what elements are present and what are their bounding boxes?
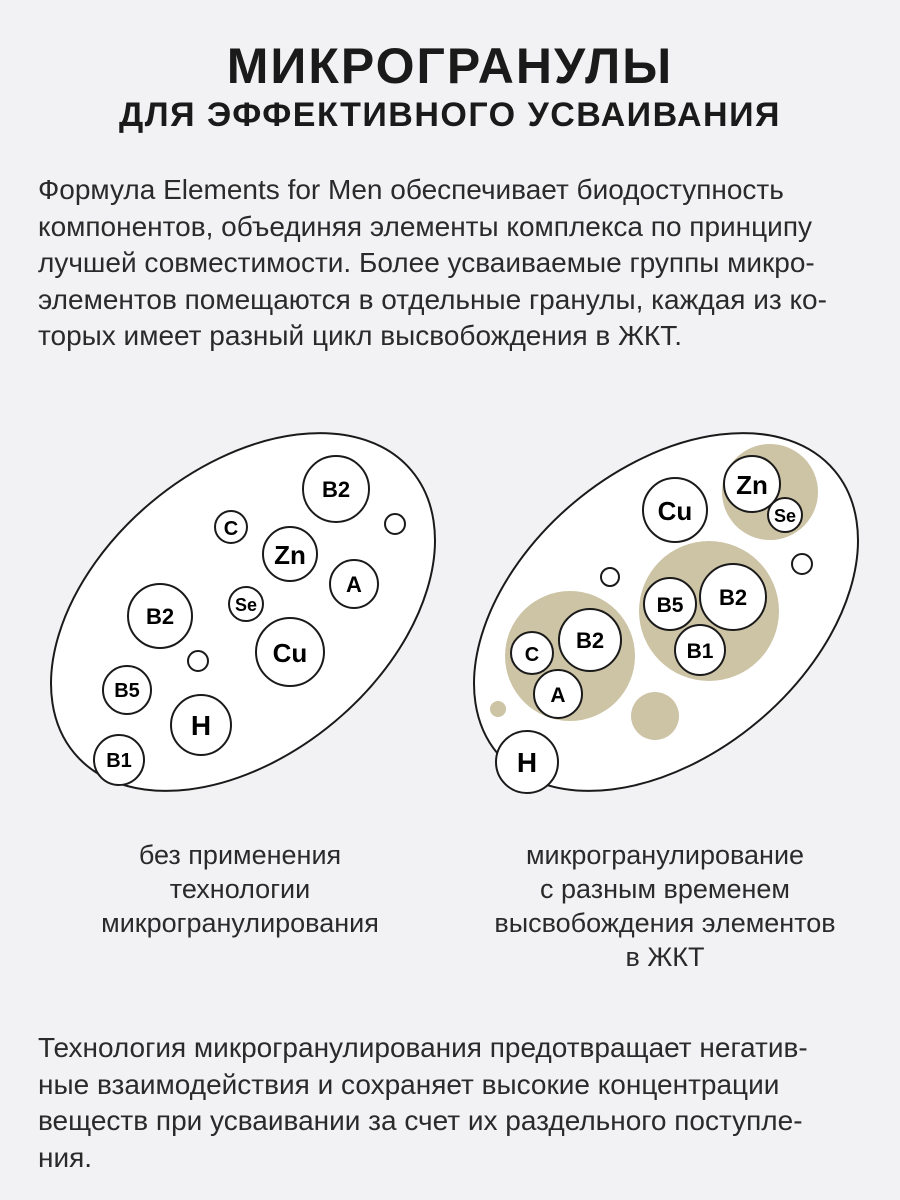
footer-paragraph	[38, 1030, 868, 1176]
caption-line: технологии	[169, 874, 311, 904]
footer-line: Технология микрогранулирования предотвращает негатив-	[38, 1032, 808, 1063]
element-label: Cu	[657, 496, 693, 526]
element-label: B1	[106, 750, 132, 772]
caption-line: в ЖКТ	[625, 942, 705, 972]
element-label: Se	[234, 595, 258, 615]
element-zn	[263, 527, 317, 581]
element-label: Cu	[272, 638, 308, 668]
element-b1	[94, 735, 144, 785]
element-b2	[303, 456, 369, 522]
caption-line: с разным временем	[540, 874, 790, 904]
intro-line: Формула Elements for Men обеспечивает биодоступность	[38, 174, 784, 205]
element-b5	[103, 666, 151, 714]
intro-line: элементов помещаются в отдельные гранулы, каждая из ко-	[38, 283, 827, 315]
element-label: Zn	[274, 540, 306, 570]
footer-line: ные взаимодействия и сохраняет высокие концентрации	[38, 1068, 780, 1100]
intro-line: лучшей совместимости. Более усваиваемые группы микро-	[38, 247, 815, 278]
element-label: B2	[575, 628, 605, 653]
element-a	[330, 560, 378, 608]
element-cu	[256, 618, 324, 686]
caption-line: микрогранулирования	[101, 908, 379, 938]
intro-line: компонентов, объединяя элементы комплекса по принципу	[38, 210, 812, 242]
element-se	[229, 587, 263, 621]
element-b2-second	[128, 584, 192, 648]
element-label: A	[550, 684, 566, 707]
footer-line: ния.	[38, 1141, 93, 1173]
granule-b-vitamins	[639, 541, 779, 681]
left-caption	[60, 838, 420, 940]
granule-c-b2-a	[505, 591, 635, 721]
element-label: C	[524, 644, 540, 666]
intro-line: торых имеет разный цикл высвобождения в ЖКТ.	[38, 320, 683, 351]
intro-paragraph	[38, 172, 868, 355]
empty-granule	[490, 701, 506, 717]
caption-line: высвобождения элементов	[494, 908, 836, 938]
element-label: Zn	[736, 470, 768, 500]
element-label: B5	[114, 680, 140, 702]
element-label: B1	[686, 640, 714, 663]
caption-line: без применения	[138, 840, 342, 870]
right-capsule	[406, 400, 900, 820]
element-label: B2	[321, 477, 351, 502]
element-h	[171, 695, 231, 755]
footer-line: веществ при усваивании за счет их раздельного поступле-	[38, 1105, 803, 1136]
tiny-bubble	[385, 514, 405, 534]
tiny-bubble	[188, 651, 208, 671]
element-label: B5	[656, 594, 684, 617]
left-capsule	[0, 400, 503, 820]
tiny-bubble	[792, 554, 812, 574]
granule-zn-se	[722, 444, 818, 540]
empty-granule	[631, 692, 679, 740]
element-label: C	[223, 518, 239, 540]
element-label: A	[346, 572, 362, 597]
element-label: H	[190, 710, 212, 741]
element-label: Se	[773, 506, 797, 526]
element-label: B2	[718, 585, 748, 610]
page-subtitle: ДЛЯ ЭФФЕКТИВНОГО УСВАИВАНИЯ	[119, 96, 781, 134]
right-caption	[450, 838, 880, 974]
caption-line: микрогранулирование	[525, 840, 805, 870]
page-title: МИКРОГРАНУЛЫ	[226, 38, 674, 94]
element-h	[496, 731, 558, 793]
element-cu	[643, 478, 707, 542]
element-label: H	[516, 747, 538, 778]
capsule-diagram	[0, 400, 900, 820]
element-c	[215, 511, 247, 543]
tiny-bubble	[601, 568, 619, 586]
element-label: B2	[145, 604, 175, 629]
